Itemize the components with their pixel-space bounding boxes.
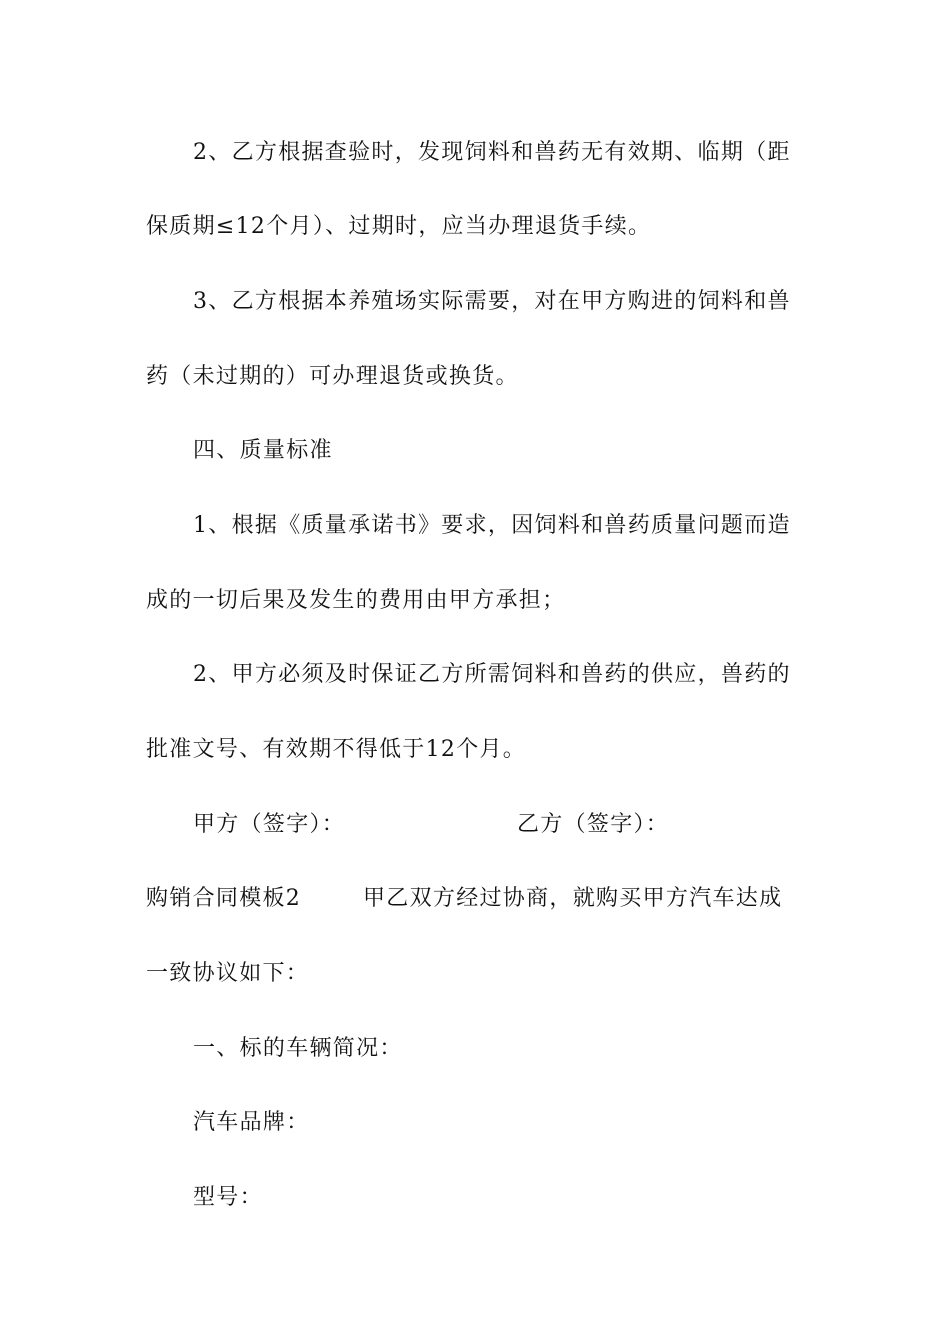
- paragraph-line: 药（未过期的）可办理退货或换货。: [146, 364, 519, 389]
- paragraph-line: 2、甲方必须及时保证乙方所需饲料和兽药的供应，兽药的: [193, 662, 791, 687]
- template-title: 购销合同模板2: [146, 886, 302, 911]
- party-a-signature-label: 甲方（签字）：: [193, 812, 346, 837]
- party-b-signature-label: 乙方（签字）：: [517, 812, 670, 837]
- paragraph-line: 批准文号、有效期不得低于12个月。: [146, 737, 527, 762]
- paragraph-line: 2、乙方根据查验时，发现饲料和兽药无有效期、临期（距: [193, 140, 791, 165]
- paragraph-line: 成的一切后果及发生的费用由甲方承担；: [146, 588, 566, 613]
- section-heading: 四、质量标准: [193, 438, 333, 463]
- vehicle-model-label: 型号：: [193, 1185, 263, 1210]
- template-intro: 甲乙双方经过协商，就购买甲方汽车达成: [363, 886, 783, 911]
- paragraph-line: 3、乙方根据本养殖场实际需要，对在甲方购进的饲料和兽: [193, 289, 791, 314]
- section-heading: 一、标的车辆简况：: [193, 1036, 403, 1061]
- template-intro-continued: 一致协议如下：: [146, 961, 310, 986]
- paragraph-line: 保质期≤12个月）、过期时，应当办理退货手续。: [146, 214, 652, 239]
- paragraph-line: 1、根据《质量承诺书》要求，因饲料和兽药质量问题而造: [193, 513, 791, 538]
- vehicle-brand-label: 汽车品牌：: [193, 1110, 310, 1135]
